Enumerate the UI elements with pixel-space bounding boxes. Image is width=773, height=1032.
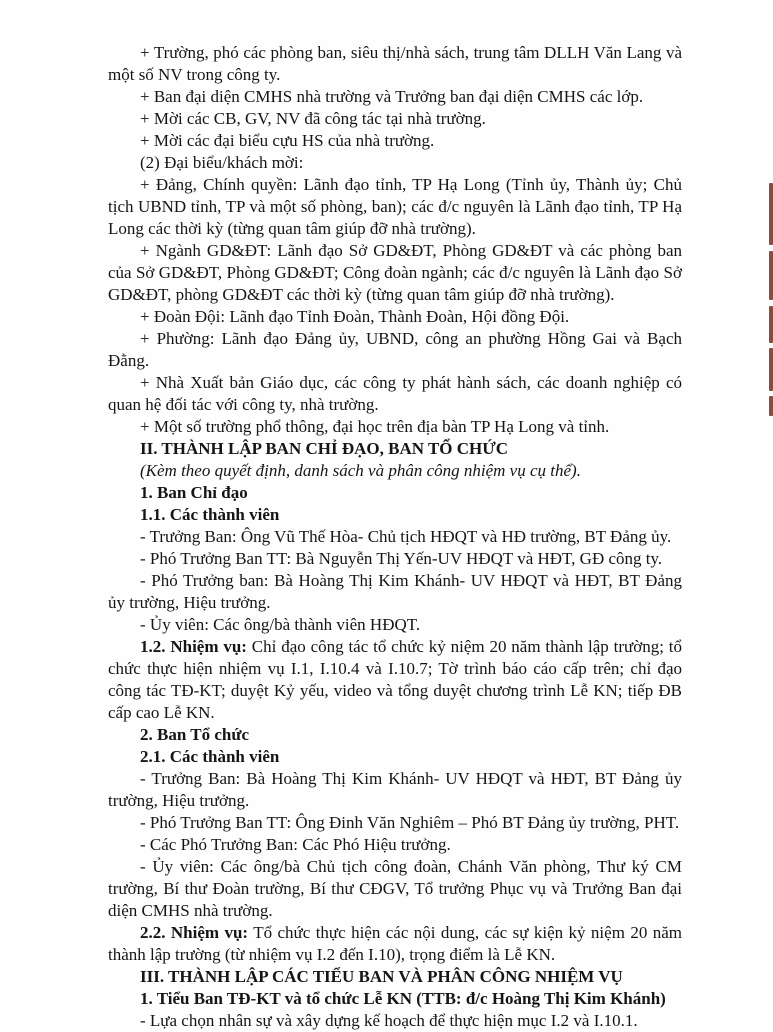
scan-edge-mark <box>769 306 773 343</box>
paragraph-lead: 1.2. Nhiệm vụ: <box>140 637 247 656</box>
paragraph: - Ủy viên: Các ông/bà thành viên HĐQT. <box>140 615 421 634</box>
section-heading: 1. Ban Chỉ đạo <box>140 483 248 502</box>
paragraph: + Đảng, Chính quyền: Lãnh đạo tỉnh, TP Hạ Long (Tỉnh ủy, Thành ủy; Chủ tịch UBND tỉnh, TP và một số phòng, ban); các đ/c nguyên là Lãnh đạo tỉnh, TP Hạ Long các thời kỳ (từng quan tâm giúp đỡ nhà trường). <box>108 175 682 238</box>
paragraph: - Lựa chọn nhân sự và xây dựng kế hoạch để thực hiện mục I.2 và I.10.1. <box>140 1011 638 1030</box>
paragraph: - Phó Trưởng Ban TT: Bà Nguyễn Thị Yến-UV HĐQT và HĐT, GĐ công ty. <box>140 549 663 568</box>
section-heading: III. THÀNH LẬP CÁC TIỂU BAN VÀ PHÂN CÔNG NHIỆM VỤ <box>140 967 623 986</box>
paragraph: + Mời các đại biểu cựu HS của nhà trường. <box>140 131 435 150</box>
document-page <box>108 42 682 1032</box>
paragraph: - Các Phó Trưởng Ban: Các Phó Hiệu trưởng. <box>140 835 451 854</box>
scan-edge-mark <box>769 396 773 416</box>
paragraph <box>108 922 682 966</box>
paragraph: (Kèm theo quyết định, danh sách và phân công nhiệm vụ cụ thể). <box>140 461 581 480</box>
paragraph: + Ban đại diện CMHS nhà trường và Trưởng ban đại diện CMHS các lớp. <box>140 87 644 106</box>
paragraph-text: Chỉ đạo công tác tổ chức kỷ niệm 20 năm thành lập trường; tổ chức thực hiện nhiệm vụ I.1, I.10.4 và I.10.7; Tờ trình báo cáo cấp trên; chỉ đạo công tác TĐ-KT; duyệt Kỷ yếu, video và tổng duyệt chương trình Lễ KN; tiếp ĐB cấp cao Lễ KN. <box>108 637 682 722</box>
section-heading: 2. Ban Tổ chức <box>140 725 250 744</box>
paragraph: + Mời các CB, GV, NV đã công tác tại nhà trường. <box>140 109 486 128</box>
section-heading: II. THÀNH LẬP BAN CHỈ ĐẠO, BAN TỔ CHỨC <box>140 439 509 458</box>
paragraph: - Phó Trưởng Ban TT: Ông Đinh Văn Nghiêm – Phó BT Đảng ủy trường, PHT. <box>140 813 680 832</box>
section-heading: 1. Tiểu Ban TĐ-KT và tổ chức Lễ KN (TTB: đ/c Hoàng Thị Kim Khánh) <box>140 989 666 1008</box>
scan-edge-mark <box>769 348 773 391</box>
paragraph: + Nhà Xuất bản Giáo dục, các công ty phát hành sách, các doanh nghiệp có quan hệ đối tác với công ty, nhà trường. <box>108 373 682 414</box>
paragraph: - Phó Trưởng ban: Bà Hoàng Thị Kim Khánh- UV HĐQT và HĐT, BT Đảng ủy trường, Hiệu trưởng. <box>108 571 682 612</box>
scan-edge-marks <box>767 0 773 1000</box>
paragraph: (2) Đại biểu/khách mời: <box>140 153 304 172</box>
paragraph-lead: 2.2. Nhiệm vụ: <box>140 923 249 942</box>
paragraph: - Trưởng Ban: Ông Vũ Thế Hòa- Chủ tịch HĐQT và HĐ trường, BT Đảng ủy. <box>140 527 672 546</box>
paragraph-text: Tổ chức thực hiện các nội dung, các sự kiện kỷ niệm 20 năm thành lập trường (từ nhiệm vụ I.2 đến I.10), trọng điểm là Lễ KN. <box>108 923 682 964</box>
paragraph: - Ủy viên: Các ông/bà Chủ tịch công đoàn, Chánh Văn phòng, Thư ký CM trường, Bí thư Đoàn trường, Bí thư CĐGV, Tổ trưởng Phục vụ và Trưởng Ban đại diện CMHS nhà trường. <box>108 857 682 920</box>
section-heading: 1.1. Các thành viên <box>140 505 280 524</box>
paragraph: - Trưởng Ban: Bà Hoàng Thị Kim Khánh- UV HĐQT và HĐT, BT Đảng ủy trường, Hiệu trưởng. <box>108 769 682 810</box>
paragraph <box>108 636 682 724</box>
paragraph: + Đoàn Đội: Lãnh đạo Tỉnh Đoàn, Thành Đoàn, Hội đồng Đội. <box>140 307 570 326</box>
paragraph: + Phường: Lãnh đạo Đảng ủy, UBND, công an phường Hồng Gai và Bạch Đằng. <box>108 329 682 370</box>
paragraph: + Ngành GD&ĐT: Lãnh đạo Sở GD&ĐT, Phòng GD&ĐT và các phòng ban của Sở GD&ĐT, Phòng GD&ĐT; Công đoàn ngành; các đ/c nguyên là Lãnh đạo Sở GD&ĐT, phòng GD&ĐT các thời kỳ (từng quan tâm giúp đỡ nhà trường). <box>108 241 682 304</box>
scan-edge-mark <box>769 251 773 300</box>
scan-edge-mark <box>769 183 773 245</box>
paragraph: + Một số trường phổ thông, đại học trên địa bàn TP Hạ Long và tỉnh. <box>140 417 610 436</box>
section-heading: 2.1. Các thành viên <box>140 747 280 766</box>
paragraph: + Trường, phó các phòng ban, siêu thị/nhà sách, trung tâm DLLH Văn Lang và một số NV trong công ty. <box>108 43 682 84</box>
